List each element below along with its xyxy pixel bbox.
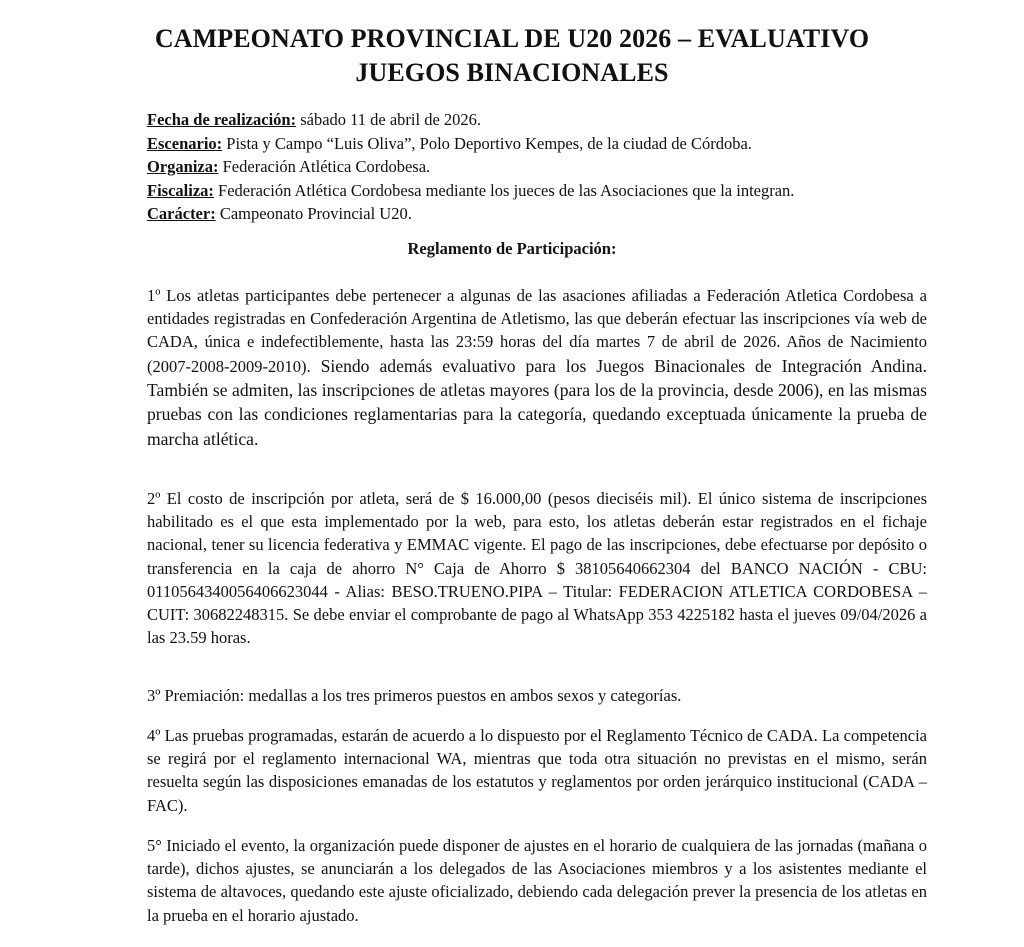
paragraph-1-part-1: 1º Los atletas participantes debe pertenecer a algunas de las asaciones afiliadas a Federación Atletica Cordobesa a entidades registradas en Confederación Argentina de Atletismo, las que deberán efectuar las inscripciones vía web de CADA, única e indefectiblemente, hasta las 23:59 horas del día martes 7 de abril de 2026. Años de Nacimiento (2007-2008-2009-2010). — [147, 286, 927, 376]
paragraph-3: 3º Premiación: medallas a los tres primeros puestos en ambos sexos y categorías. — [147, 686, 682, 705]
paragraph-5: 5° Iniciado el evento, la organización puede disponer de ajustes en el horario de cualquiera de las jornadas (mañana o tarde), dichos ajustes, se anunciarán a los delegados de las Asociaciones miembros y a los asistentes mediante el sistema de altavoces, quedando este ajuste oficializado, debiendo cada delegación prever la presencia de los atletas en la prueba en el horario ajustado. — [147, 836, 927, 925]
document-title-line-2: JUEGOS BINACIONALES — [355, 58, 669, 87]
paragraph-1 — [147, 284, 927, 451]
info-row-organiza — [147, 155, 794, 179]
info-label: Escenario: — [147, 133, 223, 153]
info-row-caracter — [147, 202, 794, 226]
section-heading: Reglamento de Participación: — [407, 239, 617, 258]
info-value: Federación Atlética Cordobesa mediante los jueces de las Asociaciones que la integran. — [213, 180, 795, 200]
info-label: Carácter: — [147, 204, 216, 223]
info-row-fecha — [147, 108, 794, 132]
info-label: Fiscaliza: — [147, 180, 214, 200]
info-value: Federación Atlética Cordobesa. — [218, 157, 431, 176]
info-label: Organiza: — [147, 157, 219, 176]
paragraph-1-part-2: Siendo además evaluativo para los Juegos Binacionales de Integración Andina. También se admiten, las inscripciones de atletas mayores (para los de la provincia, desde 2006), en las mismas pruebas con las condiciones reglamentarias para la categoría, quedando exceptuada únicamente la prueba de marcha atlética. — [147, 355, 927, 449]
document-title-line-1: CAMPEONATO PROVINCIAL DE U20 2026 – EVALUATIVO — [154, 24, 870, 53]
info-value: sábado 11 de abril de 2026. — [296, 110, 482, 129]
info-row-fiscaliza — [147, 179, 794, 203]
paragraph-4: 4º Las pruebas programadas, estarán de acuerdo a lo dispuesto por el Reglamento Técnico de CADA. La competencia se regirá por el reglamento internacional WA, mientras que toda otra situación no previstas en el mismo, serán resuelta según las disposiciones emanadas de los estatutos y reglamentos por orden jerárquico institucional (CADA – FAC). — [147, 726, 927, 815]
info-label: Fecha de realización: — [147, 110, 297, 129]
paragraph-2: 2º El costo de inscripción por atleta, será de $ 16.000,00 (pesos dieciséis mil). El único sistema de inscripciones habilitado es el que esta implementado por la web, para esto, los atletas deberán estar registrados en el fichaje nacional, tener su licencia federativa y EMMAC vigente. El pago de las inscripciones, debe efectuarse por depósito o transferencia en la caja de ahorro N° Caja de Ahorro $ 38105640662304 del BANCO NACIÓN - CBU: 0110564340056406623044 - Alias: BESO.TRUENO.PIPA – Titular: FEDERACION ATLETICA CORDOBESA – CUIT: 30682248315. Se debe enviar el comprobante de pago al WhatsApp 353 4225182 hasta el jueves 09/04/2026 a las 23.59 horas. — [147, 489, 927, 648]
info-value: Pista y Campo “Luis Oliva”, Polo Deportivo Kempes, de la ciudad de Córdoba. — [222, 133, 752, 153]
info-value: Campeonato Provincial U20. — [215, 204, 412, 223]
info-row-escenario — [147, 132, 794, 156]
event-info-block — [147, 108, 794, 226]
